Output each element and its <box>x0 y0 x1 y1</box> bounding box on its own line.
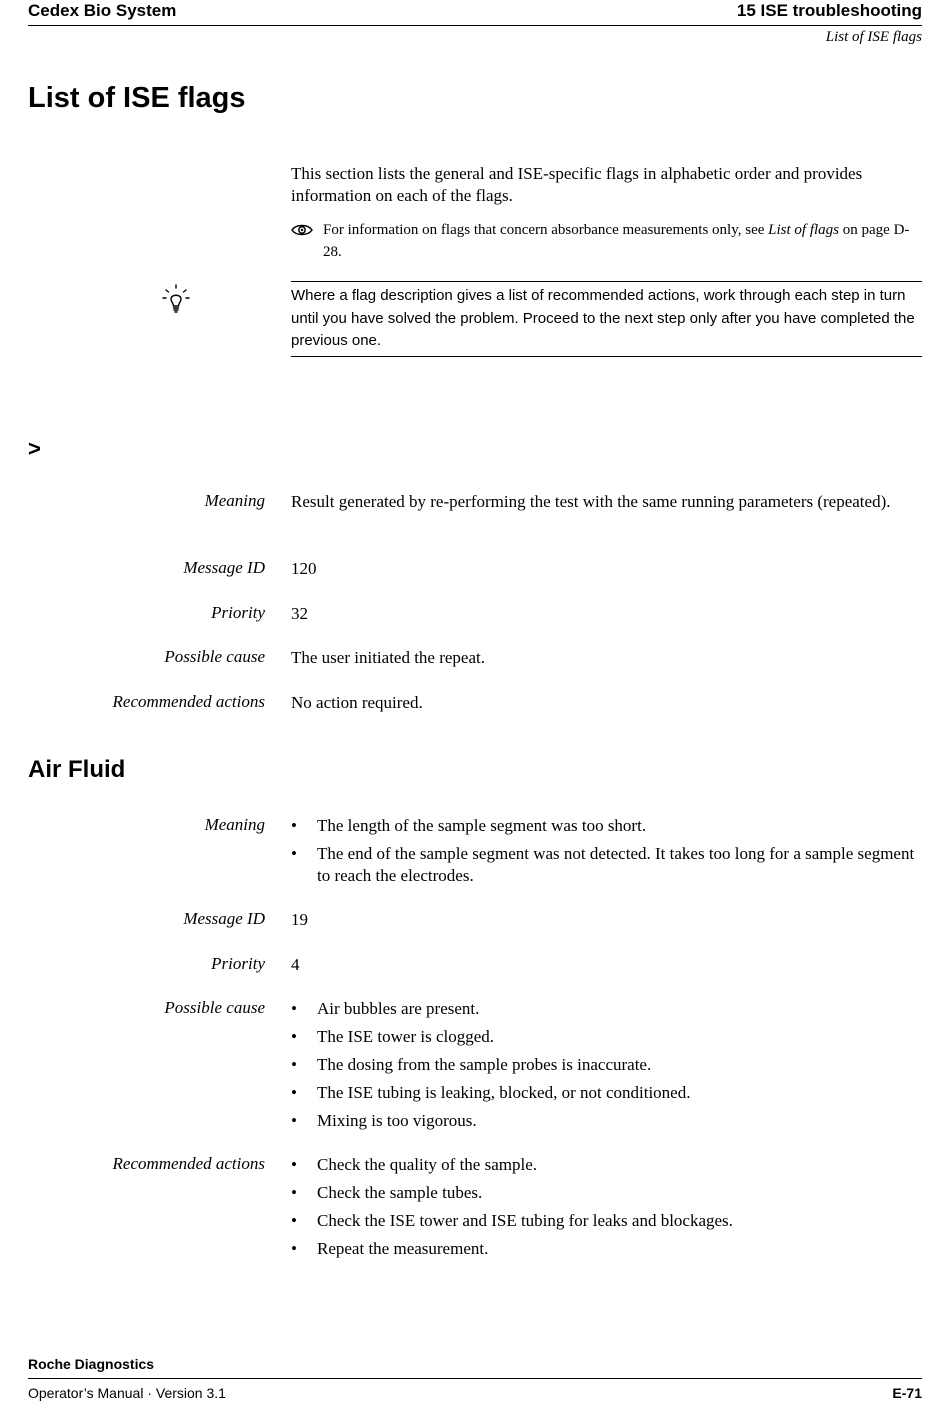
list-item: • The end of the sample segment was not detected. It takes too long for a sample segment to reach the electrodes. <box>291 843 921 887</box>
list-item: • Air bubbles are present. <box>291 998 921 1020</box>
list-item: • Check the quality of the sample. <box>291 1154 921 1176</box>
list-item: • Mixing is too vigorous. <box>291 1110 921 1132</box>
flag-title-air-fluid: Air Fluid <box>28 756 126 783</box>
flag-message-id: 19 <box>291 910 308 929</box>
note-link-list-of-flags[interactable]: List of flags <box>768 222 839 238</box>
flag-possible-cause-list <box>291 998 921 1138</box>
flag-possible-cause: The user initiated the repeat. <box>291 648 485 667</box>
label-message-id: Message ID <box>183 909 265 928</box>
list-item: • Check the sample tubes. <box>291 1182 921 1204</box>
label-recommended-actions: Recommended actions <box>112 692 265 711</box>
label-message-id: Message ID <box>183 558 265 577</box>
note-text-before: For information on flags that concern absorbance measurements only, see <box>323 222 769 238</box>
list-item: • The dosing from the sample probes is inaccurate. <box>291 1054 921 1076</box>
flag-priority: 32 <box>291 604 308 623</box>
page-number: E-71 <box>892 1385 922 1401</box>
header-chapter: 15 ISE troubleshooting <box>736 1 922 20</box>
footer-manual: Operator’s Manual · Version 3.1 <box>28 1385 226 1401</box>
list-item: • Repeat the measurement. <box>291 1238 921 1260</box>
label-meaning: Meaning <box>204 491 265 510</box>
tip-divider-top <box>291 281 922 282</box>
label-meaning: Meaning <box>204 815 265 834</box>
list-item: • Check the ISE tower and ISE tubing for leaks and blockages. <box>291 1210 921 1232</box>
tip-divider-bottom <box>291 356 922 357</box>
tip-text: Where a flag description gives a list of recommended actions, work through each step in turn until you have solved the problem. Proceed to the next step only after you have completed the previous one. <box>291 287 915 349</box>
note-text <box>323 219 921 263</box>
flag-title-repeat: > <box>28 436 41 461</box>
lightbulb-icon <box>160 283 192 315</box>
eye-icon <box>291 222 313 238</box>
header-section: List of ISE flags <box>825 29 922 45</box>
header-product: Cedex Bio System <box>28 1 177 20</box>
note-text-after: on page D-28. <box>323 222 910 260</box>
list-item: • The length of the sample segment was too short. <box>291 815 921 837</box>
label-recommended-actions: Recommended actions <box>112 1154 265 1173</box>
footer-company: Roche Diagnostics <box>28 1356 155 1372</box>
flag-recommended-actions: No action required. <box>291 693 423 712</box>
flag-priority: 4 <box>291 955 300 974</box>
list-item: • The ISE tower is clogged. <box>291 1026 921 1048</box>
list-item: • The ISE tubing is leaking, blocked, or not conditioned. <box>291 1082 921 1104</box>
footer-divider <box>28 1378 922 1379</box>
flag-meaning-list <box>291 815 921 893</box>
flag-message-id: 120 <box>291 559 317 578</box>
intro-paragraph: This section lists the general and ISE-specific flags in alphabetic order and provides information on each of the flags. <box>291 164 863 205</box>
label-possible-cause: Possible cause <box>164 998 265 1017</box>
page-title: List of ISE flags <box>28 82 246 114</box>
label-possible-cause: Possible cause <box>164 647 265 666</box>
label-priority: Priority <box>211 954 265 973</box>
label-priority: Priority <box>211 603 265 622</box>
header-divider <box>28 25 922 26</box>
flag-recommended-actions-list <box>291 1154 921 1266</box>
flag-meaning: Result generated by re-performing the test with the same running parameters (repeated). <box>291 492 891 511</box>
